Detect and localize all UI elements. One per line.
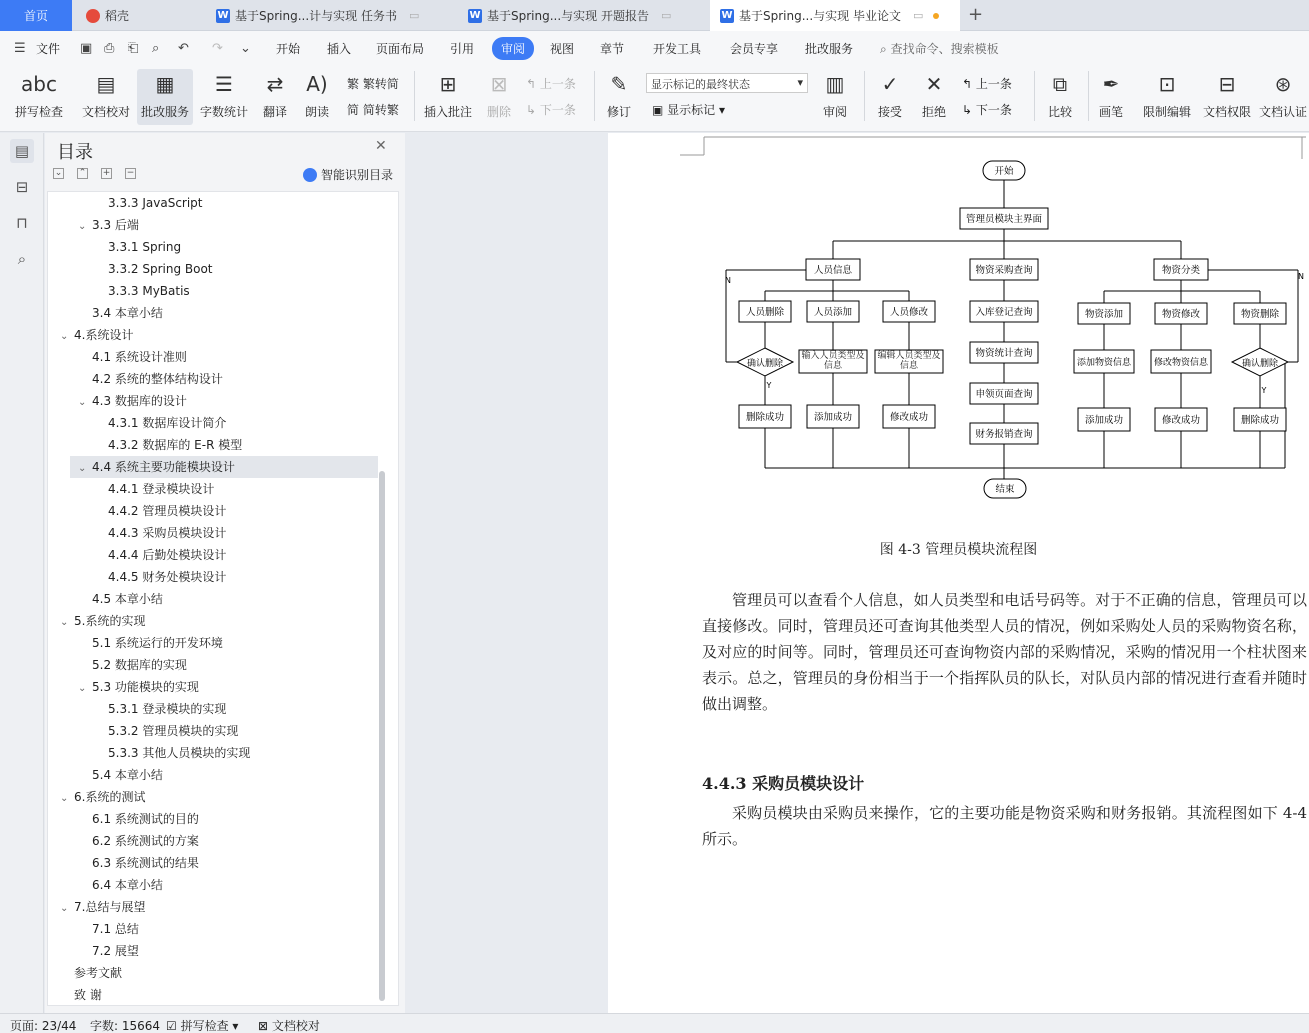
menu-member[interactable]: 会员专享 [730,42,779,56]
fc-label: 物资删除 [1240,309,1280,320]
toc-item-label: 5.3.1 登录模块的实现 [108,702,227,716]
toc-item-label: 参考文献 [74,966,123,980]
doc-proofread-button[interactable]: ▤ 文档校对 [78,69,134,120]
toc-panel-icon[interactable]: ▤ [10,139,34,163]
insert-comment-button[interactable]: ⊞ 插入批注 [420,69,476,120]
menu-home[interactable]: 开始 [276,42,301,56]
chevron-down-icon[interactable]: ⌄ [60,617,69,628]
ribbon-toolbar [0,65,1309,132]
tab-home[interactable]: 首页 [0,0,72,31]
print-icon[interactable]: ⎗ [128,41,139,56]
toc-item-label: 3.3.3 MyBatis [108,284,190,298]
outline-icon[interactable]: ⊟ [15,178,29,196]
compare-button[interactable]: ⧉ 比较 [1040,69,1080,120]
toc-item-label: 5.3.3 其他人员模块的实现 [108,746,251,760]
abc-check-icon: abc [21,72,57,96]
toc-item-label: 3.3.3 JavaScript [108,196,203,210]
reject-button[interactable]: ✕ 拒绝 [914,69,954,120]
fc-label-wrap [799,350,867,373]
toc-item-label: 4.3 数据库的设计 [92,394,187,408]
fc-label: 人员删除 [745,307,785,318]
convert-icon: 繁 [347,77,360,91]
next-icon: ↳ [962,103,973,117]
fc-label: 人员修改 [889,307,929,318]
proofread-icon: ▤ [96,72,116,96]
toc-item[interactable] [48,940,378,962]
toc-item[interactable] [48,764,378,786]
writer-doc-icon: W [217,10,229,21]
review-pane-button[interactable]: ▥ 审阅 [815,69,855,120]
accept-icon: ✓ [881,72,899,96]
doc-permission-button[interactable]: ⊟ 文档权限 [1200,69,1254,120]
section-heading: 4.4.3 采购员模块设计 [702,774,865,793]
toc-panel [45,133,405,1013]
show-markup-button[interactable]: ▣ 显示标记 ▾ [652,103,726,117]
fc-yes-label: Y [766,381,772,390]
toc-item-label: 6.系统的测试 [74,790,146,804]
export-icon[interactable]: ⎙ [104,41,115,56]
save-icon[interactable]: ▣ [80,41,93,56]
tab-bar [0,0,1309,31]
read-aloud-button[interactable]: A) 朗读 [300,69,334,120]
toc-item-label: 5.2 数据库的实现 [92,658,187,672]
fc-no-label: N [1298,272,1304,281]
chevron-down-icon[interactable]: ⌄ [78,221,87,232]
toc-item[interactable] [48,588,378,610]
delete-comment-button[interactable]: ⊠ 删除 [480,69,518,120]
search-icon[interactable]: ⌕ [17,250,27,268]
toc-expand-button[interactable]: ⌃ [78,168,87,178]
prev-change-button[interactable]: ↰ 上一条 [962,77,1012,91]
menu-review[interactable]: 审阅 [492,37,534,60]
chevron-down-icon: ▾ [797,76,803,89]
fc-main-label: 管理员模块主界面 [965,214,1043,225]
redo-icon[interactable]: ↷ [212,41,223,56]
toc-item[interactable] [48,654,378,676]
toc-item-label: 4.3.1 数据库设计简介 [108,416,227,430]
fc-label: 入库登记查询 [975,307,1033,318]
menu-chapter[interactable]: 章节 [600,42,625,56]
chevron-down-icon[interactable]: ⌄ [78,397,87,408]
toc-item-label: 4.4.5 财务处模块设计 [108,570,227,584]
new-tab-button[interactable]: + [968,4,984,25]
toc-item[interactable] [48,522,378,544]
revise-service-button[interactable]: ▦ 批改服务 [137,69,193,125]
tab-doc-task[interactable]: W 基于Spring...计与实现 任务书 ▭ [217,9,420,23]
toc-item[interactable] [48,368,378,390]
certify-icon: ⊛ [1274,72,1292,96]
toc-item[interactable] [48,434,378,456]
toc-item[interactable] [48,566,378,588]
toc-item[interactable] [48,324,378,346]
smart-toc-button[interactable]: 智能识别目录 [303,166,393,183]
page-crop-marks [680,133,1306,159]
fc-label: 修改成功 [889,412,929,423]
toc-item[interactable] [48,874,378,896]
figure-caption: 图 4-3 管理员模块流程图 [879,542,1038,558]
toc-item-label: 7.1 总结 [92,922,139,936]
toc-item-label: 4.3.2 数据库的 E-R 模型 [108,438,243,452]
document-area [406,133,1309,1013]
status-proofread[interactable]: ⊠ 文档校对 [258,1019,320,1033]
status-spell-check[interactable]: ☑ 拼写检查 ▾ [166,1019,239,1033]
status-bar [0,1013,1309,1033]
track-changes-icon: ✎ [610,72,628,96]
fc-label: 物资统计查询 [975,348,1033,359]
toc-item-label: 4.5 本章小结 [92,592,163,606]
toc-item-label: 4.4.3 采购员模块设计 [108,526,227,540]
toc-item[interactable] [48,830,378,852]
command-search[interactable]: ⌕ 查找命令、搜索模板 [880,42,999,56]
toc-item-label: 5.系统的实现 [74,614,146,628]
fc-yes-label: Y [1261,386,1267,395]
revise-icon: ▦ [155,72,175,96]
toc-item[interactable] [48,236,378,258]
undo-icon[interactable]: ↶ [178,41,189,56]
fc-no-label: N [725,276,731,285]
restrict-edit-button[interactable]: ⊡ 限制编辑 [1140,69,1194,120]
accept-button[interactable]: ✓ 接受 [870,69,910,120]
smart-icon [303,168,317,182]
writer-doc-icon: W [721,10,733,21]
reject-icon: ✕ [925,72,943,96]
markup-state-select[interactable]: 显示标记的最终状态 ▾ [646,73,808,93]
fc-label: 删除成功 [745,412,785,423]
next-change-button[interactable]: ↳ 下一条 [962,103,1012,117]
monitor-icon[interactable]: ▭ [408,9,420,22]
checkbox-icon: ☑ [166,1019,177,1033]
toc-item-label: 3.3.2 Spring Boot [108,262,213,276]
toc-item-label: 5.1 系统运行的开发环境 [92,636,223,650]
toc-item-label: 4.4.4 后勤处模块设计 [108,548,227,562]
fc-label: 财务报销查询 [975,429,1033,440]
monitor-icon[interactable]: ▭ [912,9,924,22]
admin-flowchart [718,159,1309,509]
toc-item-label: 7.总结与展望 [74,900,146,914]
hamburger-icon[interactable]: ☰ [14,41,26,56]
menu-file[interactable]: 文件 [36,42,61,56]
fc-end-label: 结束 [995,484,1015,495]
paragraph: 管理员可以查看个人信息，如人员类型和电话号码等。对于不正确的信息，管理员可以直接修改。同时，管理员还可查询其他类型人员的情况，例如采购处人员的采购物资名称，及对应的时间等。同时，管理员还可查询物资内部的采购情况，采购的情况用一个柱状图来表示。总之，管理员的身份相当于一个指挥队员的队长，对队员内部的情况进行查看并随时做出调整。 [702,591,1307,713]
compare-icon: ⧉ [1052,72,1068,96]
fc-label: 物资分类 [1161,265,1201,276]
word-count-icon: ☰ [215,72,233,96]
toc-item-label: 3.3 后端 [92,218,139,232]
tab-doc-proposal[interactable]: W 基于Spring...与实现 开题报告 ▭ [469,9,672,23]
toc-item[interactable] [48,412,378,434]
fc-label: 确认删除 [746,359,784,369]
fc-label: 物资采购查询 [975,265,1033,276]
menu-view[interactable]: 视图 [550,42,575,56]
toc-scrollbar[interactable] [379,471,385,1001]
pen-icon: ✒ [1102,72,1120,96]
paragraph: 采购员模块由采购员来操作，它的主要功能是物资采购和财务报销。其流程图如下 4-4 所示。 [702,804,1307,848]
toc-list [47,191,399,1006]
fc-label: 人员添加 [813,307,853,318]
permission-icon: ⊟ [1218,72,1236,96]
fc-label: 确认删除 [1241,359,1279,369]
lock-icon: ⊡ [1158,72,1176,96]
word-count[interactable]: 字数: 15664 [90,1019,161,1033]
next-comment-button[interactable]: ↳ 下一条 [526,103,576,117]
toc-item-label: 5.4 本章小结 [92,768,163,782]
fc-label: 添加成功 [1084,415,1124,426]
toc-item[interactable] [48,258,378,280]
fc-label: 物资添加 [1084,309,1124,320]
fc-label-wrap [875,350,943,373]
toc-item-label: 致 谢 [74,988,102,1002]
toc-item-label: 4.4.1 登录模块设计 [108,482,215,496]
fc-label: 添加成功 [813,412,853,423]
toc-item[interactable] [48,984,378,1006]
toc-item[interactable] [48,544,378,566]
chevron-down-icon[interactable]: ⌄ [78,683,87,694]
menu-devtools[interactable]: 开发工具 [653,42,702,56]
monitor-icon[interactable]: ▭ [660,9,672,22]
ribbon-separator [594,71,595,121]
toc-item-label: 6.3 系统测试的结果 [92,856,199,870]
toc-item[interactable] [48,676,378,698]
toc-item[interactable] [48,786,378,808]
track-changes-button[interactable]: ✎ 修订 [600,69,638,120]
ribbon-separator [864,71,865,121]
toc-item[interactable] [48,720,378,742]
toc-item-label: 7.2 展望 [92,944,139,958]
preview-icon[interactable]: ⌕ [152,41,160,56]
fc-label: 编辑人员类型及信息 [877,351,941,371]
toc-add-button[interactable]: + [102,168,111,178]
close-icon[interactable]: ✕ [375,138,387,154]
toc-item-label: 4.2 系统的整体结构设计 [92,372,223,386]
toc-item[interactable] [48,962,378,984]
toc-item-label: 6.1 系统测试的目的 [92,812,199,826]
toc-collapse-button[interactable]: ⌄ [54,168,63,178]
quick-more-icon[interactable]: ⌄ [240,41,251,56]
toc-item[interactable] [48,742,378,764]
toc-item[interactable] [48,390,378,412]
toc-item[interactable] [48,500,378,522]
fc-label: 物资修改 [1161,309,1201,320]
ribbon-separator [1088,71,1089,121]
speaker-icon: A) [306,72,328,96]
next-icon: ↳ [526,103,537,117]
toc-item[interactable] [48,918,378,940]
translate-button[interactable]: ⇄ 翻译 [256,69,294,120]
comment-delete-icon: ⊠ [490,72,508,96]
comment-add-icon: ⊞ [439,72,457,96]
toc-item[interactable] [70,456,378,478]
pen-button[interactable]: ✒ 画笔 [1094,69,1128,120]
toc-item-label: 4.系统设计 [74,328,134,342]
ribbon-separator [414,71,415,121]
toc-item-label: 3.3.1 Spring [108,240,182,254]
fc-label: 删除成功 [1240,415,1280,426]
side-icon-strip [0,133,44,1013]
toc-item[interactable] [48,478,378,500]
chevron-down-icon[interactable]: ⌄ [60,793,69,804]
chevron-down-icon[interactable]: ⌄ [60,903,69,914]
toc-item[interactable] [48,698,378,720]
docer-logo-icon [86,9,100,23]
toc-item[interactable] [48,610,378,632]
menu-layout[interactable]: 页面布局 [376,42,425,56]
menu-reference[interactable]: 引用 [450,42,475,56]
document-page[interactable] [608,133,1309,1013]
prev-icon: ↰ [526,77,537,91]
word-count-button[interactable]: ☰ 字数统计 [198,69,250,120]
toc-item-label: 5.3.2 管理员模块的实现 [108,724,239,738]
to-traditional-button[interactable]: 繁 繁转简 [347,77,399,91]
toc-item[interactable] [48,192,378,214]
unsaved-dot-icon [933,13,939,19]
toc-item-label: 4.4.2 管理员模块设计 [108,504,227,518]
toc-item-label: 6.2 系统测试的方案 [92,834,199,848]
toc-item[interactable] [48,852,378,874]
fc-label: 修改成功 [1161,415,1201,426]
toc-item[interactable] [48,346,378,368]
toc-item-label: 4.4 系统主要功能模块设计 [92,460,235,474]
proofread-icon: ⊠ [258,1019,269,1033]
tab-doc-thesis[interactable]: W 基于Spring...与实现 毕业论文 ▭ [710,0,960,31]
review-pane-icon: ▥ [825,72,845,96]
fc-label: 人员信息 [813,265,853,276]
fc-label: 输入人员类型及信息 [801,351,865,371]
markup-icon: ▣ [652,103,664,117]
tab-docer[interactable]: 稻壳 [76,0,204,31]
writer-doc-icon: W [469,10,481,21]
menu-revise-service[interactable]: 批改服务 [805,42,854,56]
menu-insert[interactable]: 插入 [327,42,352,56]
fc-label: 申领页面查询 [975,389,1033,400]
doc-certify-button[interactable]: ⊛ 文档认证 [1258,69,1308,120]
prev-comment-button[interactable]: ↰ 上一条 [526,77,576,91]
toc-title: 目录 [57,142,93,163]
toc-remove-button[interactable]: − [126,168,135,178]
toc-item[interactable] [48,808,378,830]
fc-label: 添加物资信息 [1076,358,1132,368]
ribbon-separator [1034,71,1035,121]
toc-item[interactable] [48,632,378,654]
toc-item-label: 4.1 系统设计准则 [92,350,187,364]
search-icon: ⌕ [880,42,887,56]
toc-item[interactable] [48,280,378,302]
menu-bar [0,31,1309,65]
toc-item[interactable] [48,896,378,918]
page-count[interactable]: 页面: 23/44 [10,1019,77,1033]
toc-item-label: 6.4 本章小结 [92,878,163,892]
chevron-down-icon[interactable]: ⌄ [78,463,87,474]
toc-item[interactable] [48,214,378,236]
to-simplified-button[interactable]: 简 简转繁 [347,103,399,117]
prev-icon: ↰ [962,77,973,91]
chevron-down-icon[interactable]: ⌄ [60,331,69,342]
toc-item-label: 3.4 本章小结 [92,306,163,320]
convert-icon: 简 [347,103,360,117]
fc-label: 修改物资信息 [1153,358,1209,368]
bookmark-icon[interactable]: ⊓ [16,214,28,232]
translate-icon: ⇄ [266,72,284,96]
toc-item[interactable] [48,302,378,324]
fc-start-label: 开始 [994,166,1014,177]
spell-check-button[interactable]: abc 拼写检查 [8,69,70,120]
toc-item-label: 5.3 功能模块的实现 [92,680,199,694]
